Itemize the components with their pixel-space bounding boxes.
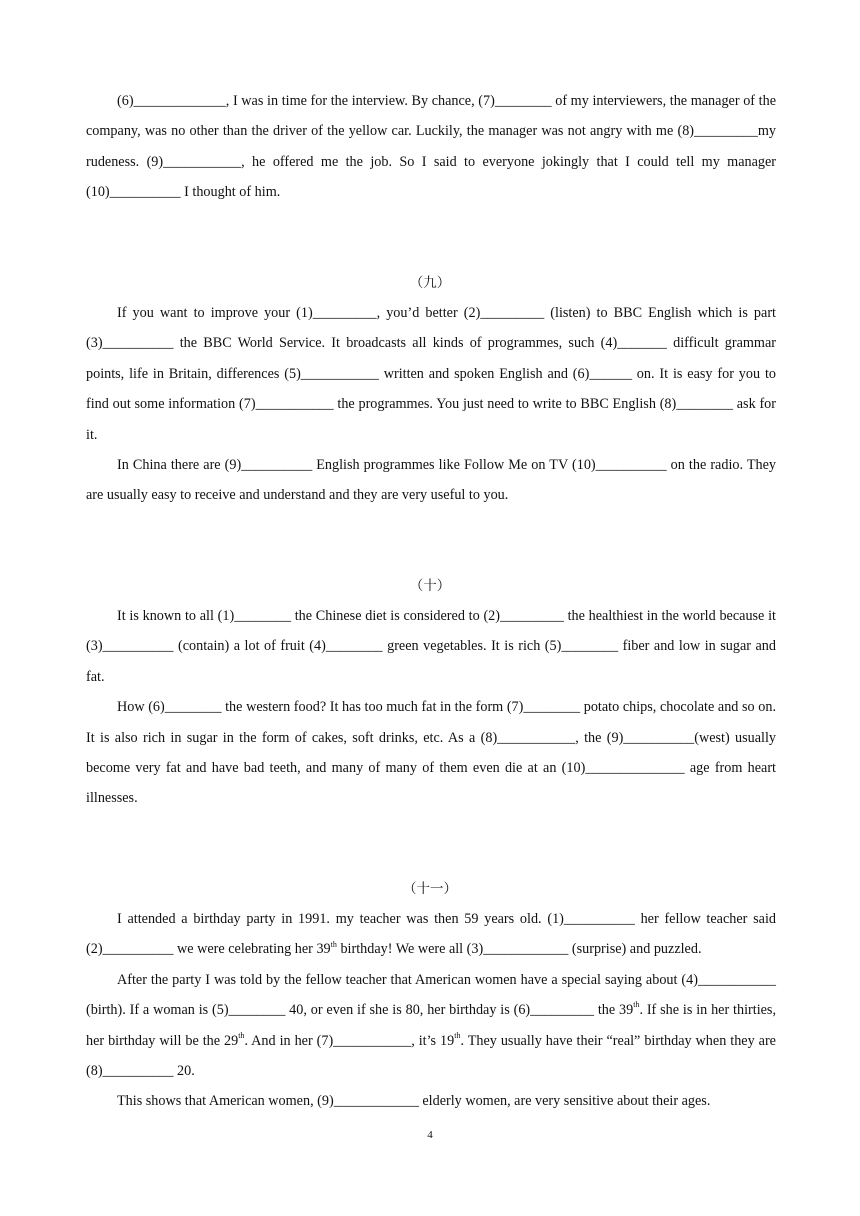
paragraph: In China there are (9)__________ English programmes like Follow Me on TV (10)__________ on the radio. They are usually easy to receive and understand and they are very useful to you. [86,457,776,504]
paragraph: It is known to all (1)________ the Chinese diet is considered to (2)_________ the healthiest in the world because it (3)__________ (contain) a lot of fruit (4)________ green vegetables. It is rich (5)________ fiber and low in sugar and fat. [86,608,776,685]
paragraph: This shows that American women, (9)____________ elderly women, are very sensitive about their ages. [117,1093,711,1110]
paragraph [86,965,776,1087]
section-11-heading: （十一） [403,881,457,896]
text-run: I attended a birthday party in 1991. my teacher was then 59 years old. (1)__________ her fellow teacher said (2)__________ we were celebrating her 39 [86,911,776,958]
section-8-continuation [86,86,776,208]
text-run: After the party I was told by the fellow teacher that American women have a special saying about (4)___________ (birth). If a woman is (5)________ 40, or even if she is 80, her birthday is (6)_________ the 39 [86,971,776,1019]
paragraph: How (6)________ the western food? It has too much fat in the form (7)________ potato chips, chocolate and so on. It is also rich in sugar in the form of cakes, soft drinks, etc. As a (8)___________, the (9)__________(west) usually become very fat and have bad teeth, and many of many of them even die at an (10)______________ age from heart illnesses. [86,699,776,807]
text-run: . If she is in her thirties, her birthday will be the 29 [86,1002,776,1049]
section-10-heading: （十） [409,578,451,593]
paragraph: If you want to improve your (1)_________, you’d better (2)_________ (listen) to BBC English which is part (3)__________ the BBC World Service. It broadcasts all kinds of programmes, such (4)_______ difficult grammar points, life in Britain, differences (5)___________ written and spoken English and (6)______ on. It is easy for you to find out some information (7)___________ the programmes. You just need to write to BBC English (8)________ ask for it. [86,305,776,443]
superscript: th [633,1000,640,1010]
section-9-body [86,298,776,511]
paragraph [86,904,776,965]
paragraph: (6)_____________, I was in time for the interview. By chance, (7)________ of my interviewers, the manager of the company, was no other than the driver of the yellow car. Luckily, the manager was not angry with me (8)_________my rudeness. (9)___________, he offered me the job. So I said to everyone jokingly that I could tell my manager (10)__________ I thought of him. [86,93,776,201]
page-number: 4 [427,1129,433,1141]
section-11-body [86,904,776,1117]
text-run: birthday! We were all (3)____________ (surprise) and puzzled. [336,941,702,958]
text-run: . They usually have their “real” birthday when they are (8)__________ 20. [86,1032,776,1080]
superscript: th [454,1030,461,1040]
superscript: th [238,1030,245,1040]
section-9-heading: （九） [409,275,451,290]
superscript: th [330,939,337,949]
section-10-body [86,601,776,814]
text-run: . And in her (7)___________, it’s 19 [244,1032,455,1049]
